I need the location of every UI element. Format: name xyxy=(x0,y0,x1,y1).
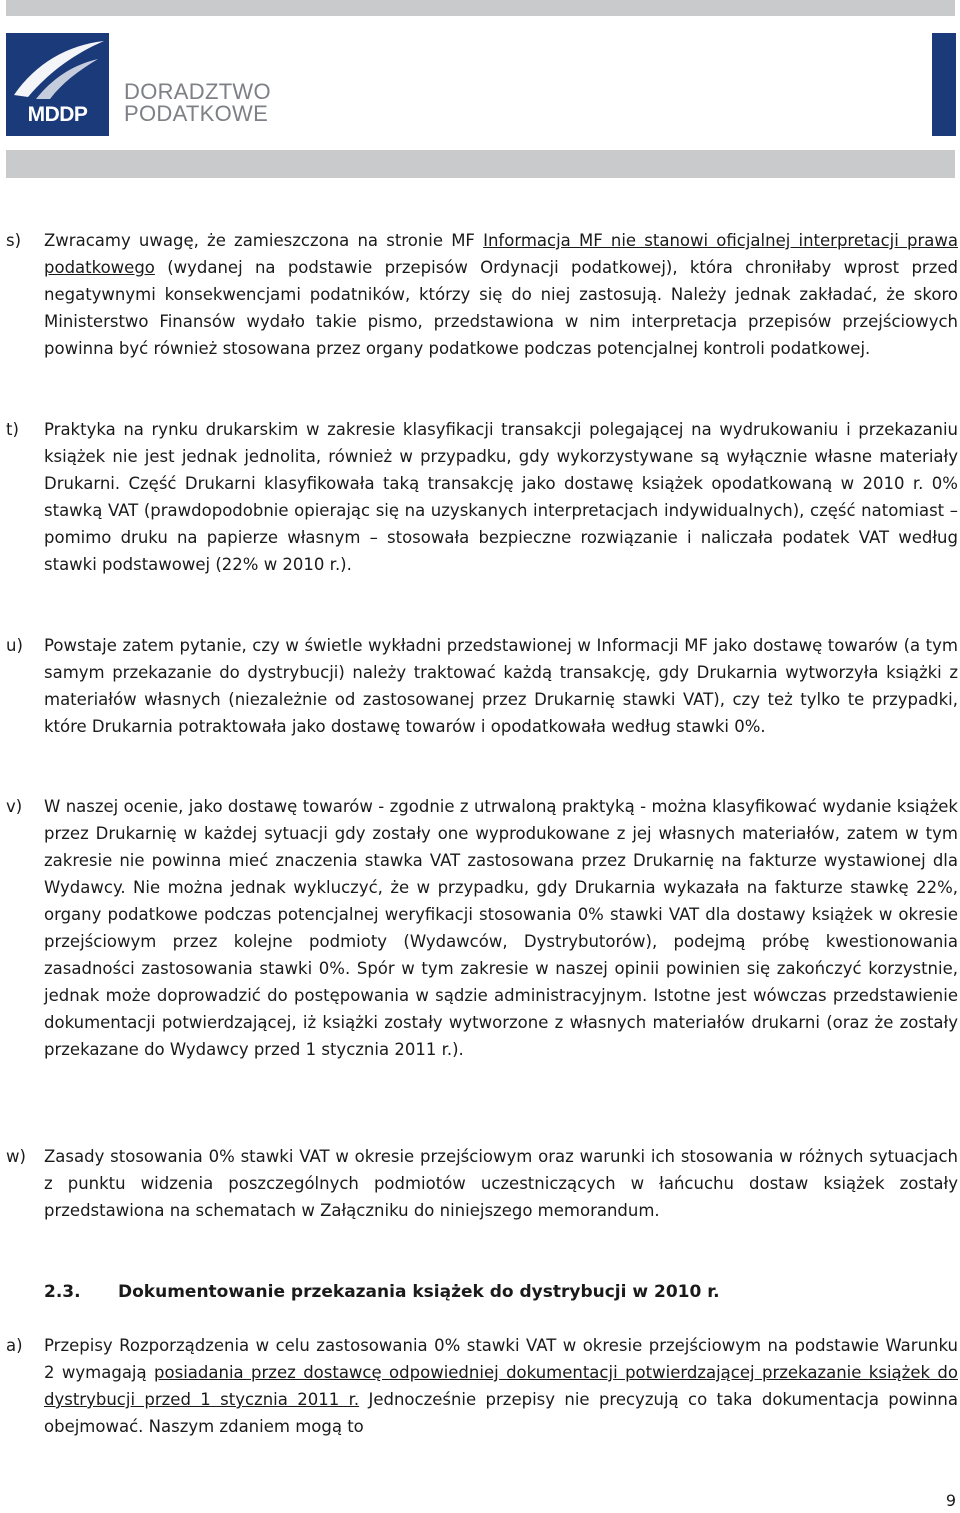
item-letter: u) xyxy=(6,636,23,655)
item-letter: v) xyxy=(6,797,23,816)
item-text: Powstaje zatem pytanie, czy w świetle wykładni przedstawionej w Informacji MF jako dostawę towarów (a tym samym przekazanie do dystrybucji) należy traktować każdą transakcję, gdy Drukarnia wytworzyła książki z materiałów własnych (niezależnie od zastosowanej przez Drukarnię stawki VAT), czy też tylko te przypadki, które Drukarnia potraktowała jako dostawę towarów i opodatkowała według stawki 0%. xyxy=(44,636,958,736)
text-run: (wydanej na podstawie przepisów Ordynacji podatkowej), która chroniłaby wprost przed negatywnymi konsekwencjami podatników, którzy się do niej zastosują. Należy jednak zakładać, że skoro Ministerstwo Finansów wydało takie pismo, przedstawiona w nim interpretacja przepisów przejściowych powinna być również stosowana przez organy podatkowe podczas potencjalnej kontroli podatkowej. xyxy=(44,258,958,358)
item-text: Zasady stosowania 0% stawki VAT w okresie przejściowym oraz warunki ich stosowania w różnych sytuacjach z punktu widzenia poszczególnych podmiotów uczestniczących w łańcuchu dostaw książek zostały przedstawiona na schematach w Załączniku do niniejszego memorandum. xyxy=(44,1147,958,1220)
text-run: Jednocześnie przepisy nie precyzują co taka dokumentacja powinna obejmować. Naszym zdaniem mogą to xyxy=(44,1390,958,1436)
item-text xyxy=(44,1332,958,1440)
logo-line-2: PODATKOWE xyxy=(124,101,269,126)
underlined-text: posiadania przez dostawcę odpowiedniej dokumentacji potwierdzającej przekazanie książek do dystrybucji przed 1 stycznia 2011 r. xyxy=(44,1363,958,1409)
header-bottom-band xyxy=(6,150,955,178)
logo-brand-text: MDDP xyxy=(27,103,88,126)
company-logo xyxy=(6,33,109,136)
section-title: Dokumentowanie przekazania książek do dystrybucji w 2010 r. xyxy=(118,1282,720,1302)
item-letter: w) xyxy=(6,1147,26,1166)
item-text: Praktyka na rynku drukarskim w zakresie klasyfikacji transakcji polegającej na wydrukowaniu i przekazaniu książek nie jest jednak jednolita, również w przypadku, gdy wykorzystywane są wyłącznie własne materiały Drukarni. Część Drukarni klasyfikowała taką transakcję jako dostawę książek opodatkowaną w 2010 r. 0% stawką VAT (prawdopodobnie opierając się na uzyskanych interpretacjach indywidualnych), część natomiast – pomimo druku na papierze własnym – stosowała bezpieczne rozwiązanie i naliczała podatek VAT według stawki podstawowej (22% w 2010 r.). xyxy=(44,420,958,574)
logo-wordmark xyxy=(124,81,271,125)
text-run: Zwracamy uwagę, że zamieszczona na stronie MF xyxy=(44,231,484,250)
item-letter: s) xyxy=(6,231,22,250)
header-top-band xyxy=(6,0,955,16)
page-number: 9 xyxy=(945,1491,956,1510)
item-letter: t) xyxy=(6,420,19,439)
item-text: W naszej ocenie, jako dostawę towarów - zgodnie z utrwaloną praktyką - można klasyfikować wydanie książek przez Drukarnię w każdej sytuacji gdy zostały one wyprodukowane z jej własnych materiałów, zatem w tym zakresie nie powinna mieć znaczenia stawka VAT zastosowana przez Drukarnię na fakturze wystawionej dla Wydawcy. Nie można jednak wykluczyć, że w przypadku, gdy Drukarnia wykazała na fakturze stawkę 22%, organy podatkowe podczas potencjalnej weryfikacji stosowania 0% stawki VAT dla dostawy książek w okresie przejściowym przez kolejne podmioty (Wydawców, Dystrybutorów), podejmą próbę kwestionowania zasadności zastosowania stawki 0%. Spór w tym zakresie w naszej opinii powinien się zakończyć korzystnie, jednak może doprowadzić do postępowania w sądzie administracyjnym. Istotne jest wówczas przedstawienie dokumentacji potwierdzającej, iż książki zostały wytworzone z własnych materiałów drukarni (oraz że zostały przekazane do Wydawcy przed 1 stycznia 2011 r.). xyxy=(44,797,958,1059)
text-run: Przepisy Rozporządzenia w celu zastosowania 0% stawki VAT w okresie przejściowym na podstawie Warunku 2 wymagają xyxy=(44,1336,958,1382)
item-letter: a) xyxy=(6,1336,23,1355)
section-number: 2.3. xyxy=(44,1282,81,1302)
underlined-text: Informacja MF nie stanowi oficjalnej interpretacji prawa podatkowego xyxy=(44,231,958,277)
header-right-bar xyxy=(932,33,956,136)
item-text xyxy=(44,227,958,362)
logo-line-1: DORADZTWO xyxy=(124,79,271,104)
